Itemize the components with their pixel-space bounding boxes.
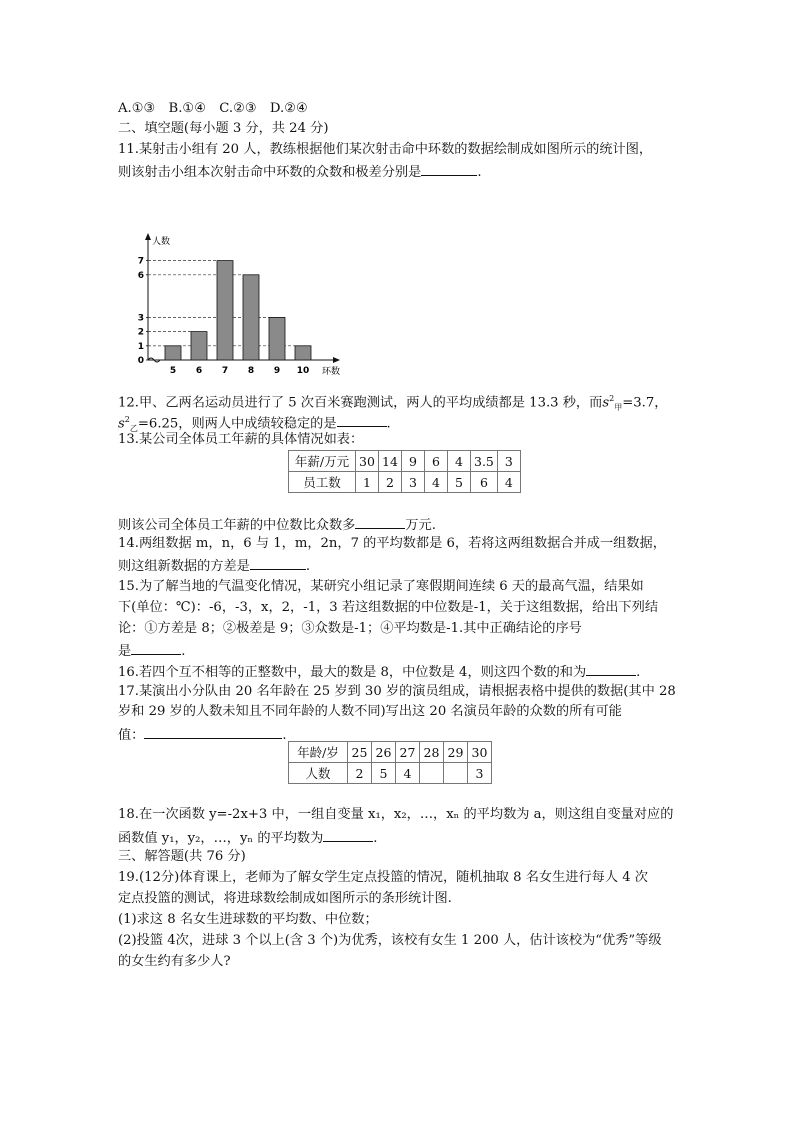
answer-blank [355,514,405,529]
y-axis-arrow [145,233,151,240]
x-ticks [170,366,309,376]
q15-text-4: 是 . [118,640,185,661]
q17-text-3: 值： . [118,724,287,745]
bar [295,346,311,360]
x-tick-label: 9 [273,366,281,376]
q18-text-2: 函数值 y₁，y₂，…，yₙ 的平均数为 . [118,827,377,848]
y-tick-label: 1 [137,341,144,352]
q17-text-2: 岁和 29 岁的人数未知且不同年龄的人数不同)写出这 20 名演员年龄的众数的所有可能 [118,704,622,719]
q19-text-2: 定点投篮的测试，将进球数绘制成如图所示的条形统计图. [118,891,452,906]
table-header: 年薪/万元 [289,451,356,472]
answer-blank [421,161,477,176]
answer-blank [144,724,282,739]
q16-text: 16.若四个互不相等的正整数中，最大的数是 8，中位数是 4，则这四个数的和为 . [118,661,640,682]
section-fill-in-title: 二、填空题(每小题 3 分，共 24 分) [118,121,329,136]
q19-part2-2: 的女生约有多少人? [118,954,231,969]
x-axis-label: 环数 [322,367,341,377]
table-row: 年龄/岁 25 26 27 28 29 30 [289,742,492,763]
x-tick-label: 8 [247,366,255,376]
q19-part1: (1)求这 8 名女生进球数的平均数、中位数； [118,912,378,927]
q17-text: 17.某演出小分队由 20 名年龄在 25 岁到 30 岁的演员组成，请根据表格中提供的数据(其中 28 [118,684,676,699]
bar [191,332,207,360]
answer-blank [586,661,636,676]
x-tick-label: 10 [296,366,310,376]
q15-text: 15.为了解当地的气温变化情况，某研究小组记录了寒假期间连续 6 天的最高气温，结果如 [118,579,644,594]
q14-text: 14.两组数据 m，n，6 与 1，m，2n，7 的平均数都是 6，若将这两组数据合并成一组数据， [118,536,666,551]
table-row: 人数 2 5 4 3 [289,763,492,784]
y-tick-label: 6 [137,270,144,281]
table-header: 人数 [289,763,348,784]
answer-blank [250,555,306,570]
x-tick-label: 5 [169,366,177,376]
x-axis-arrow [333,357,340,363]
salary-table [288,450,521,493]
q11-text: 11.某射击小组有 20 人，教练根据他们某次射击命中环数的数据绘制成如图所示的统计图， [118,142,653,157]
section-answer-title: 三、解答题(共 76 分) [118,849,246,864]
q18-text: 18.在一次函数 y=-2x+3 中，一组自变量 x₁，x₂，…，xₙ 的平均数为 a，则这组自变量对应的 [118,807,674,822]
q19-text: 19.(12分)体育课上，老师为了解女学生定点投篮的情况，随机抽取 8 名女生进行每人 4 次 [118,870,648,885]
shooting-bar-chart [130,230,350,378]
q15-text-2: 下(单位：℃)：-6，-3，x，2，-1，3 若这组数据的中位数是-1，关于这组数据，给出下列结 [118,600,659,615]
table-row: 员工数 1 2 3 4 5 6 4 [289,472,521,493]
y-tick-label: 7 [137,256,144,267]
bar [243,275,259,360]
q12-text: 12.甲、乙两名运动员进行了 5 次百米赛跑测试，两人的平均成绩都是 13.3 秒，而$s^2_甲=3.7$， [118,394,668,413]
q19-part2: (2)投篮 4次，进球 3 个以上(含 3 个)为优秀，该校有女生 1 200 人，估计该校为“优秀”等级 [118,933,662,948]
bar [217,261,233,360]
y-tick-label: 3 [137,313,144,324]
bar [165,346,181,360]
table-row: 年薪/万元 30 14 9 6 4 3.5 3 [289,451,521,472]
y-ticks [138,257,148,366]
q15-text-3: 论：①方差是 8；②极差是 9；③众数是-1；④平均数是-1.其中正确结论的序号 [118,621,582,636]
bars [165,261,311,360]
q14-text-2: 则这组新数据的方差是 . [118,555,310,576]
y-tick-label: 2 [137,327,144,338]
x-tick-label: 6 [195,366,203,376]
answer-blank [323,827,373,842]
q11-text-2: 则该射击小组本次射击命中环数的众数和极差分别是 . [118,161,482,182]
q10-options: A.①③ B.①④ C.②③ D.②④ [118,101,308,116]
age-table [288,741,492,784]
q12-text-2: $s^2_乙=6.25$，则两人中成绩较稳定的是 . [118,411,391,438]
y-axis-label: 人数 [152,237,171,247]
q13-text-2: 则该公司全体员工年薪的中位数比众数多 万元. [118,514,436,535]
y-tick-label: 0 [137,356,144,366]
table-header: 员工数 [289,472,356,493]
x-tick-label: 7 [221,366,229,376]
bar [269,317,285,360]
answer-blank [131,640,181,655]
q13-text: 13.某公司全体员工年薪的具体情况如表： [118,432,364,447]
table-header: 年龄/岁 [289,742,348,763]
answer-blank [337,412,387,427]
